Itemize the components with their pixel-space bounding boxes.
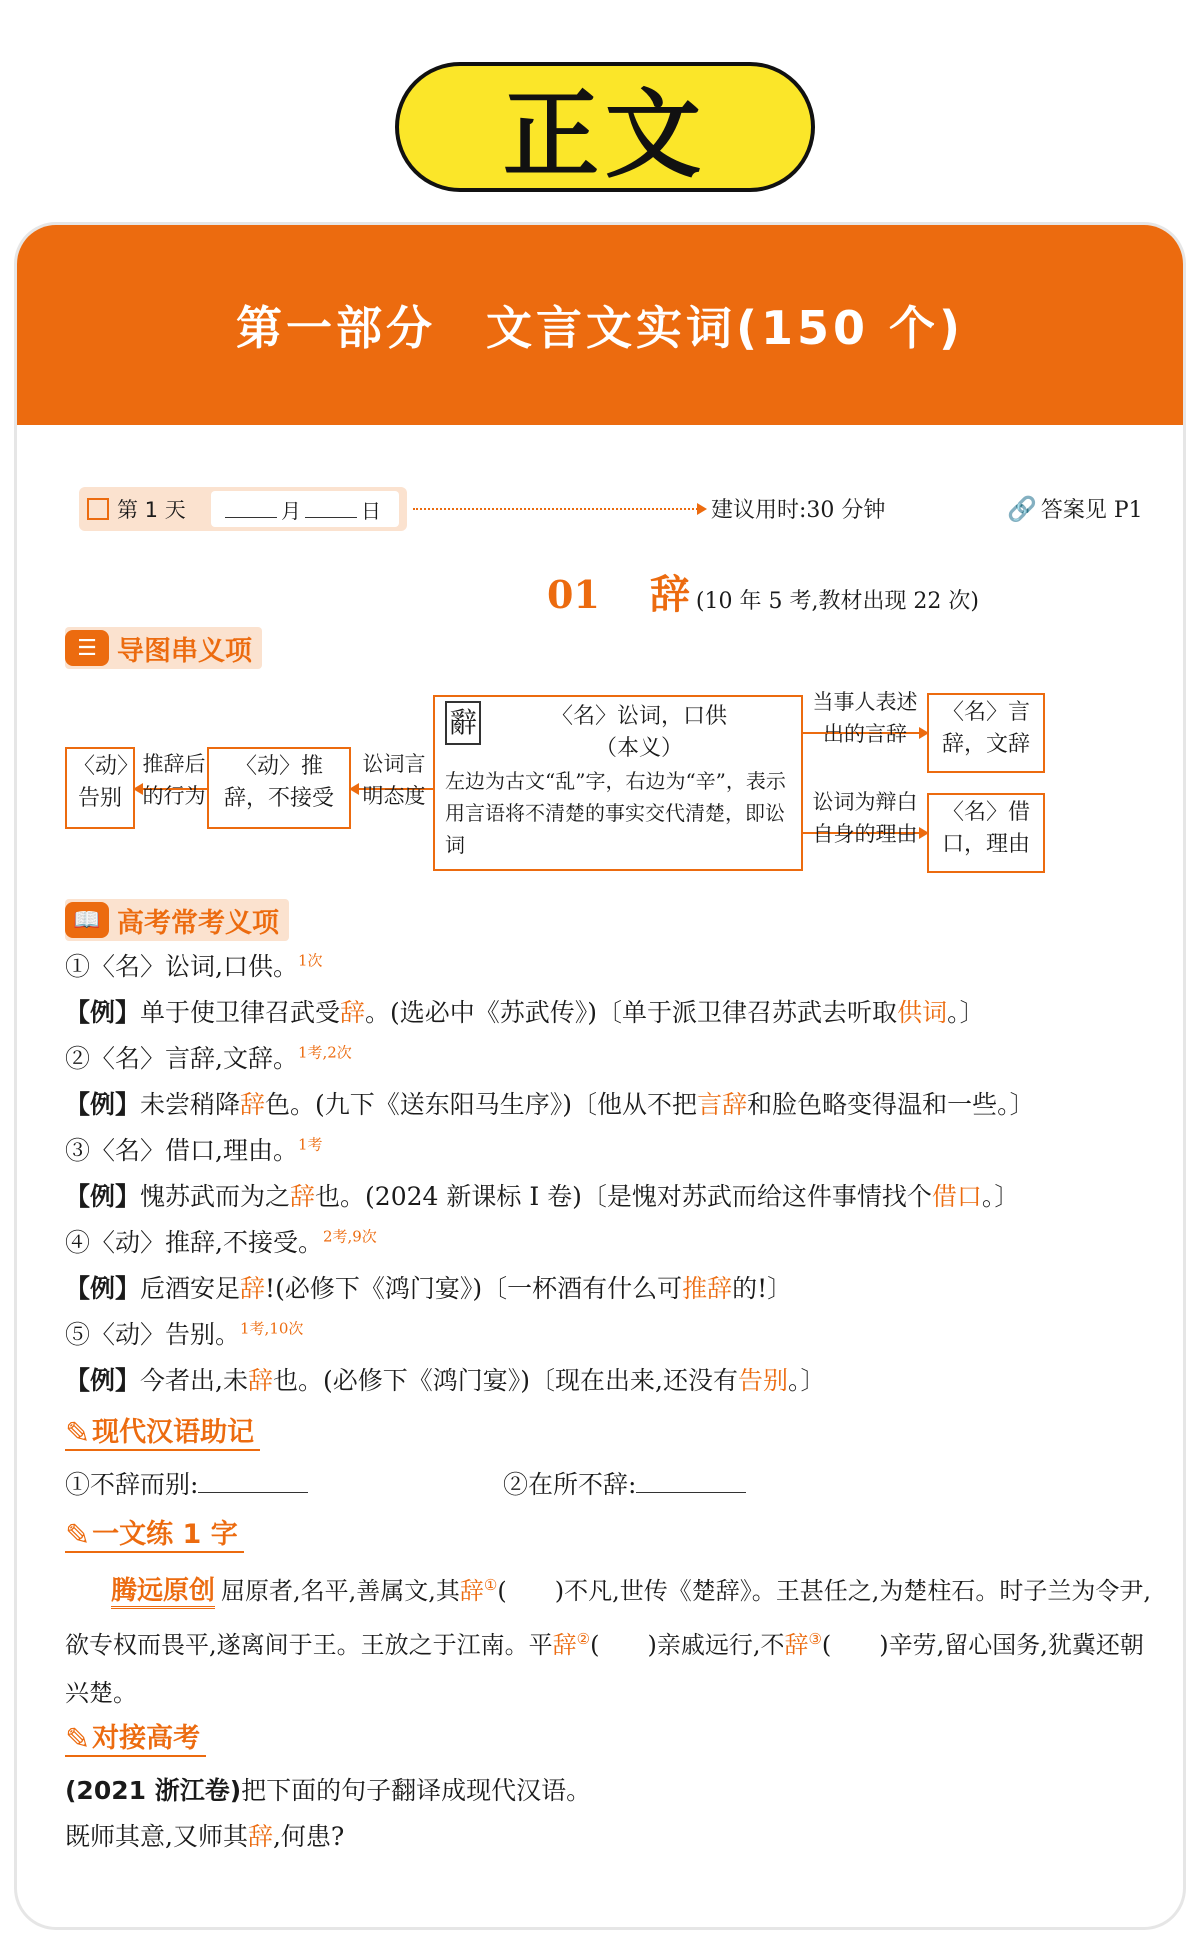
example-1: 【例】单于使卫律召武受辞。(选必中《苏武传》)〔单于派卫律召苏武去听取供词。〕 [65, 998, 985, 1027]
example-3: 【例】愧苏武而为之辞也。(2024 新课标 Ⅰ 卷)〔是愧对苏武而给这件事情找个借口。〕 [65, 1182, 1020, 1211]
date-label: 日 [361, 498, 381, 523]
center-body: 左边为古文“乱”字，右边为“辛”，表示用言语将不清楚的事实交代清楚，即讼词 [445, 768, 786, 857]
word-number: 01 [547, 572, 600, 617]
word-char: 辞 [649, 571, 690, 618]
section-map-label [65, 627, 262, 669]
book-icon: 📖 [65, 902, 109, 938]
map-box-farewell: 〈动〉告别 [65, 747, 135, 829]
example-4: 【例】卮酒安足辞!(必修下《鸿门宴》)〔一杯酒有什么可推辞的!〕 [65, 1274, 793, 1303]
top-badge: 正文 [395, 62, 815, 192]
pencil-icon: ✎ [65, 1722, 91, 1757]
gaokao-sentence: 既师其意,又师其辞,何患? [65, 1822, 345, 1851]
checkbox[interactable] [87, 498, 109, 520]
map-text-defense: 讼词为辩白自身的理由 [812, 790, 918, 846]
answer-ref[interactable] [1007, 493, 1143, 524]
pencil-icon: ✎ [65, 1416, 91, 1451]
section-exam-text: 高考常考义项 [117, 907, 279, 939]
date-blank [305, 500, 357, 518]
example-2: 【例】未尝稍降辞色。(九下《送东阳马生序》)〔他从不把言辞和脸色略变得温和一些。〕 [65, 1090, 1035, 1119]
section-practice-label [65, 1509, 244, 1553]
meaning-5: ⑤〈动〉告别。$^{1考,10次}$ [65, 1319, 304, 1349]
day-box [79, 487, 407, 531]
map-center-box [433, 695, 803, 871]
time-hint: 建议用时:30 分钟 [711, 498, 886, 523]
day-label: 第 1 天 [117, 498, 186, 522]
map-box-words: 〈名〉言辞，文辞 [927, 693, 1045, 773]
practice-passage: 腾远原创 屈原者,名平,善属文,其辞①( )不凡,世传《楚辞》。王甚任之,为楚柱石。时子兰为令尹,欲专权而畏平,遂离间于王。王放之于江南。平辞②( )亲戚远行,不辞③( )辛劳,留心国务,犹冀还朝兴楚。 [65, 1576, 1151, 1707]
map-text-attitude: 讼词言明态度 [362, 752, 426, 808]
modern-q1: ①不辞而别: [65, 1465, 308, 1501]
link-icon: 🔗 [1007, 494, 1037, 523]
center-def: 〈名〉讼词，口供 [550, 704, 727, 729]
map-text-after-refuse: 推辞后的行为 [142, 752, 206, 808]
map-box-refuse: 〈动〉推辞，不接受 [207, 747, 351, 829]
pencil-icon: ✎ [65, 1518, 91, 1553]
map-icon: ☰ [65, 630, 109, 666]
section-exam-label [65, 899, 289, 941]
map-box-excuse: 〈名〉借口，理由 [927, 793, 1045, 873]
map-text-statement: 当事人表述出的言辞 [812, 690, 918, 746]
answer-blank-1[interactable] [198, 1471, 308, 1493]
example-5: 【例】今者出,未辞也。(必修下《鸿门宴》)〔现在出来,还没有告别。〕 [65, 1366, 826, 1395]
section-gaokao-text: 对接高考 [92, 1722, 201, 1754]
month-blank [225, 500, 277, 518]
content-card [14, 222, 1186, 1930]
banner-title: 第一部分 文言文实词(150 个) [235, 301, 965, 355]
word-stats: (10 年 5 考,教材出现 22 次) [695, 589, 980, 614]
date-field[interactable] [211, 491, 399, 527]
meaning-4: ④〈动〉推辞,不接受。$^{2考,9次}$ [65, 1227, 377, 1257]
section-modern-text: 现代汉语助记 [92, 1416, 255, 1448]
section-map-text: 导图串义项 [117, 635, 252, 667]
modern-q2: ②在所不辞: [503, 1465, 746, 1501]
dotted-arrow [413, 508, 701, 510]
meaning-3: ③〈名〉借口,理由。$^{1考}$ [65, 1135, 323, 1165]
section-modern-label [65, 1407, 260, 1451]
section-gaokao-label [65, 1713, 206, 1757]
gaokao-prompt: (2021 浙江卷)把下面的句子翻译成现代汉语。 [65, 1776, 592, 1805]
section-practice-text: 一文练 1 字 [92, 1518, 238, 1550]
answer-blank-2[interactable] [636, 1471, 746, 1493]
center-orig: （本义） [594, 735, 683, 761]
answer-ref-text: 答案见 P1 [1040, 498, 1143, 523]
seal-char: 辭 [445, 701, 481, 745]
month-label: 月 [281, 498, 301, 523]
meaning-1: ①〈名〉讼词,口供。$^{1次}$ [65, 951, 323, 981]
meaning-2: ②〈名〉言辞,文辞。$^{1考,2次}$ [65, 1043, 352, 1073]
section-banner [17, 225, 1183, 425]
practice-tag: 腾远原创 [111, 1576, 215, 1609]
word-heading [547, 563, 979, 620]
